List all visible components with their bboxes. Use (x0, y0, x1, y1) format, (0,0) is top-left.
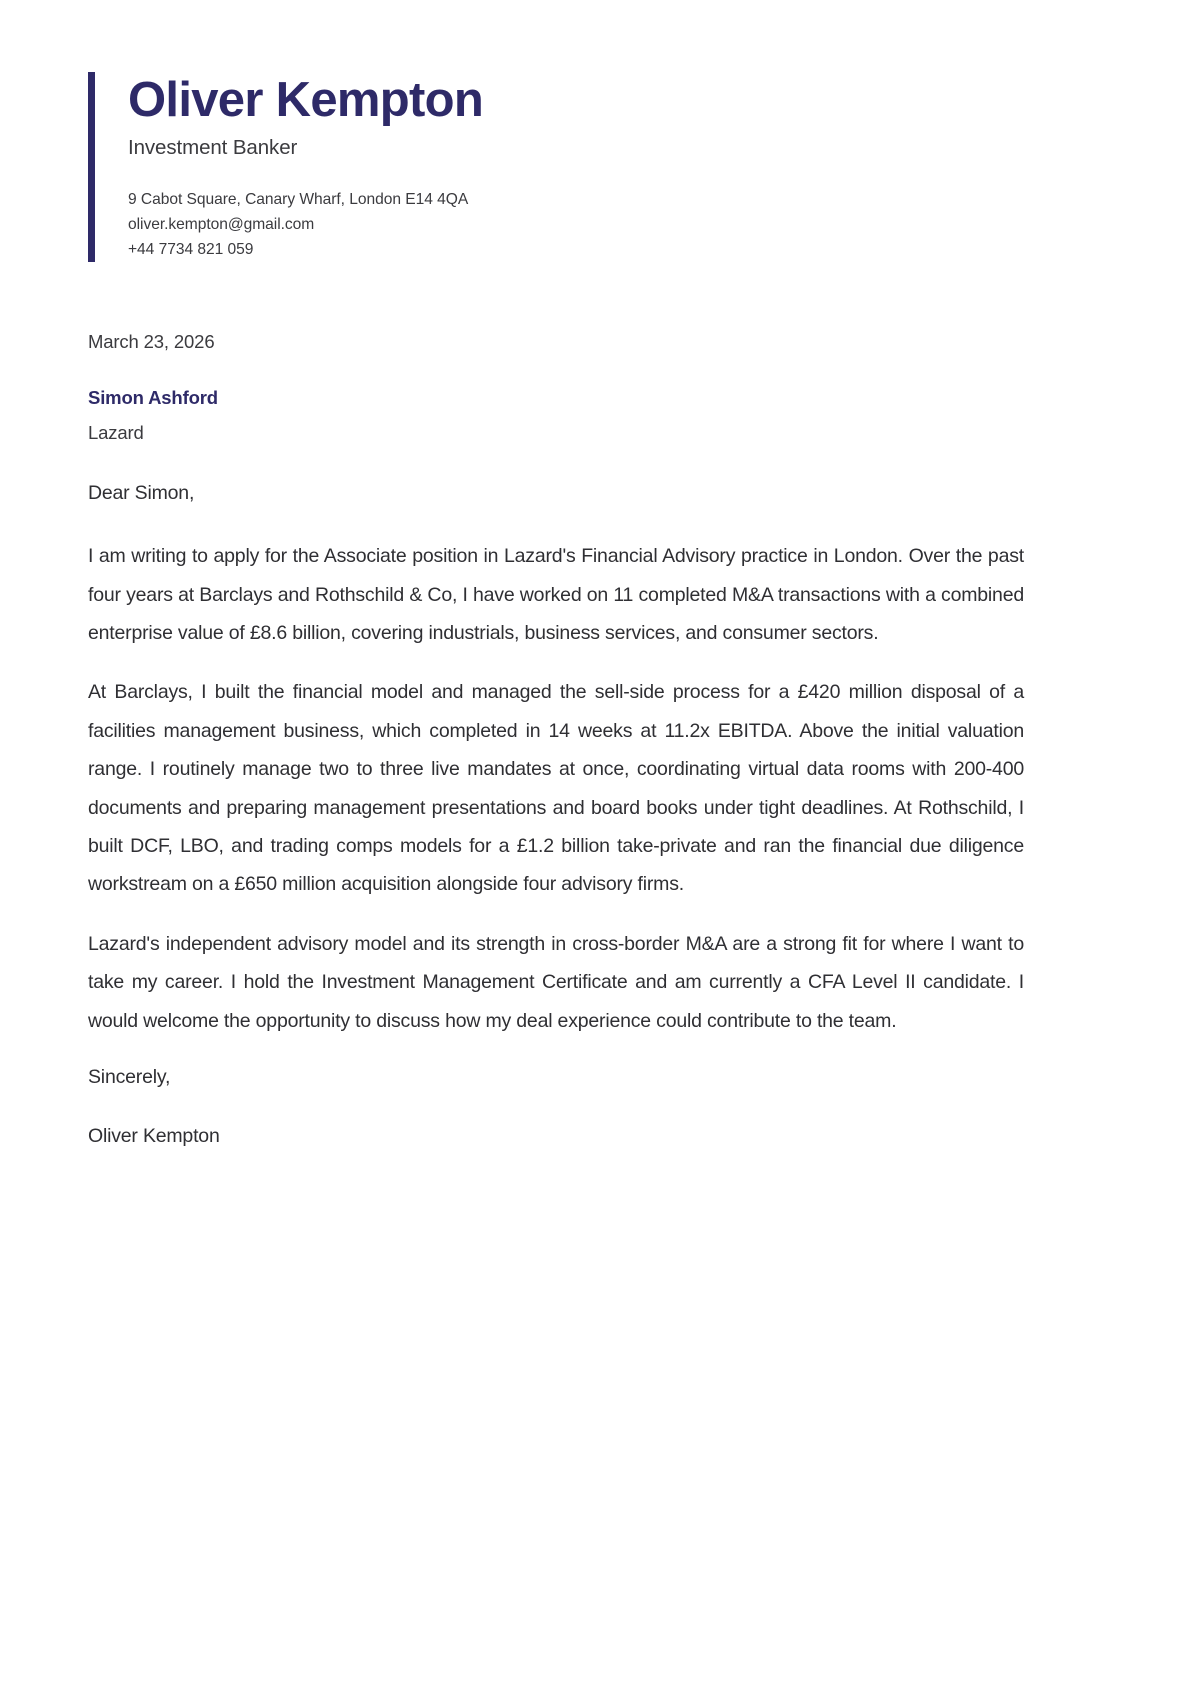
letter-meta (88, 330, 1028, 445)
job-title: Investment Banker (128, 135, 298, 159)
body-paragraph: I am writing to apply for the Associate position in Lazard's Financial Advisory practice in London. Over the past four years at Barclays and Rothschild & Co, I have worked on 11 completed M&A transactions with a combined enterprise value of £8.6 billion, covering industrials, business services, and consumer sectors. (88, 545, 1024, 645)
letter-date: March 23, 2026 (88, 331, 215, 352)
recipient-name: Simon Ashford (88, 387, 218, 409)
signature-name: Oliver Kempton (88, 1125, 220, 1148)
closing-line: Sincerely, (88, 1066, 171, 1089)
contact-email[interactable]: oliver.kempton@gmail.com (128, 215, 315, 233)
body-paragraph: Lazard's independent advisory model and its strength in cross-border M&A are a strong fit for where I want to take my career. I hold the Investment Management Certificate and am currently a CFA Level II candidate. I would welcome the opportunity to discuss how my deal experience could contribute to the team. (88, 932, 1024, 1032)
letter-header (88, 72, 1098, 262)
recipient-company: Lazard (88, 422, 144, 444)
contact-address: 9 Cabot Square, Canary Wharf, London E14 4QA (128, 190, 469, 208)
page-title: Oliver Kempton (128, 73, 484, 127)
contact-phone[interactable]: +44 7734 821 059 (128, 241, 254, 258)
header-text-group (128, 72, 1098, 262)
header-accent-bar (88, 72, 95, 262)
letter-body (88, 478, 1024, 1152)
body-paragraph: At Barclays, I built the financial model and managed the sell-side process for a £420 million disposal of a facilities management business, which completed in 14 weeks at 11.2x EBITDA. Above the initial valuation range. I routinely manage two to three live mandates at once, coordinating virtual data rooms with 200-400 documents and preparing management presentations and board books under tight deadlines. At Rothschild, I built DCF, LBO, and trading comps models for a £1.2 billion take-private and ran the financial due diligence workstream on a £650 million acquisition alongside four advisory firms. (88, 681, 1024, 896)
salutation: Dear Simon, (88, 482, 195, 504)
